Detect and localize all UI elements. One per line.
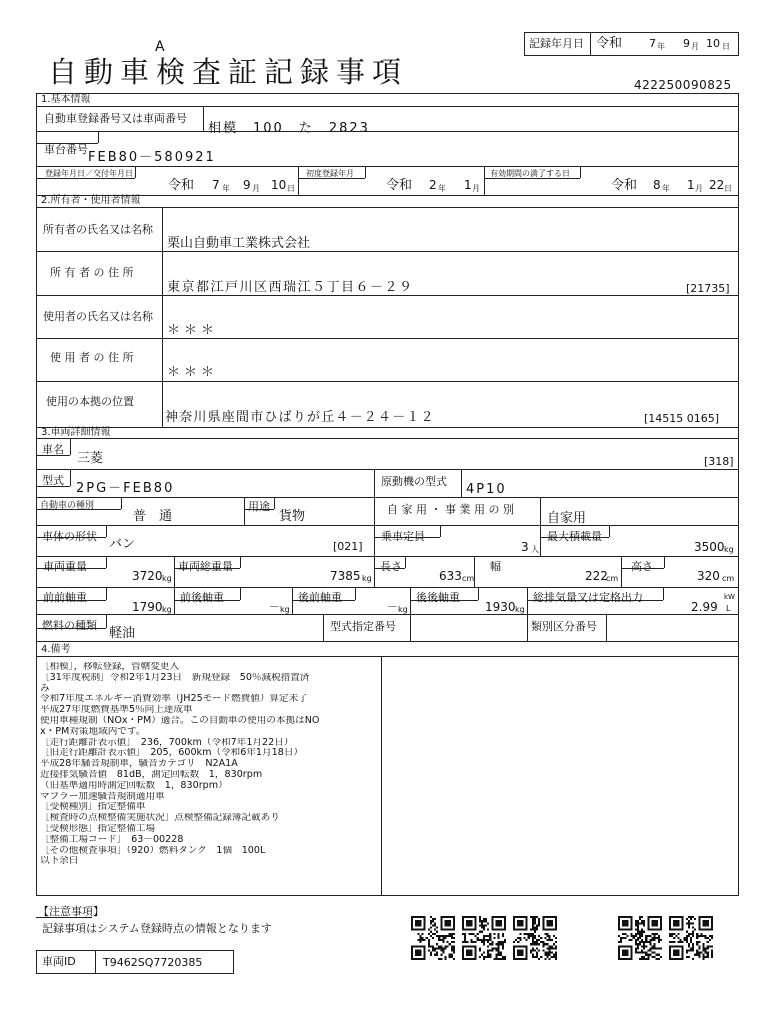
- max-load-value: 3500: [694, 540, 725, 554]
- qr-code-icon: [411, 916, 455, 960]
- owner-address-code: [21735]: [686, 282, 730, 295]
- vehicle-weight-label: 車両重量: [43, 560, 87, 573]
- body-shape-value: バン: [109, 537, 136, 552]
- remark-line: ［旧走行距離計表示値］ 205，600km（令和6年1月18日）: [40, 748, 304, 759]
- length-value: 633: [439, 569, 462, 583]
- remark-line: ［相模］，移転登録，管轄変更入: [40, 662, 180, 672]
- rear-rear-axle-label: 後後軸重: [416, 591, 460, 604]
- reg-number-value: 相模 100 た 2823: [208, 121, 370, 136]
- chassis-value: FEB80－580921: [88, 150, 216, 165]
- capacity-unit: 人: [531, 545, 539, 554]
- remark-line: ［整備工場コード］ 63－00228: [40, 834, 184, 845]
- qr-code-icon: [462, 916, 506, 960]
- section-vehicle-title: 3.車両詳細情報: [41, 427, 111, 438]
- remark-line: ［受検形態］指定整備工場: [40, 823, 156, 834]
- user-address-value: ＊＊＊: [167, 365, 219, 380]
- front-front-axle-unit: kg: [162, 605, 172, 614]
- front-front-axle-label: 前前軸重: [43, 591, 87, 604]
- displacement-label: 総排気量又は定格出力: [533, 591, 643, 604]
- width-value: 222: [585, 569, 608, 583]
- rear-front-axle-value: －: [387, 600, 398, 613]
- remark-line: ［受検種別］指定整備車: [40, 802, 146, 813]
- remark-line: 以下余白: [40, 856, 79, 867]
- length-label: 長さ: [380, 560, 402, 573]
- maker-label: 車名: [42, 443, 64, 456]
- reg-number-label: 自動車登録番号又は車両番号: [44, 112, 187, 125]
- owner-address-value: 東京都江戸川区西瑞江５丁目６－２９: [167, 280, 414, 295]
- user-address-label: 使 用 者 の 住 所: [50, 351, 134, 364]
- length-unit: cm: [462, 574, 475, 583]
- record-date-label: 記録年月日: [529, 37, 584, 50]
- displacement-unit-l: L: [726, 604, 731, 613]
- width-label: 幅: [490, 560, 501, 573]
- kind-label: 自動車の種別: [40, 501, 95, 511]
- rear-front-axle-unit: kg: [398, 605, 408, 614]
- remark-line: 令和7年度エネルギー消費効率（JH25モード燃費値）算定未了: [40, 694, 308, 705]
- rear-rear-axle-unit: kg: [515, 605, 525, 614]
- remark-line: ［走行距離計表示値］ 236，700km（令和7年1月22日）: [40, 737, 294, 748]
- capacity-label: 乗車定員: [381, 530, 425, 543]
- rear-front-axle-label: 後前軸重: [298, 591, 342, 604]
- remark-line: ［その他検査事項］（920）燃料タンク 1個 100L: [40, 845, 266, 856]
- remarks-list: [40, 662, 380, 867]
- remark-line: み: [40, 683, 50, 694]
- maker-value: 三菱: [77, 451, 104, 466]
- kind-value: 普 通: [133, 509, 173, 524]
- user-name-label: 使用者の氏名又は名称: [43, 310, 153, 323]
- body-shape-label: 車体の形状: [42, 530, 97, 543]
- qr-code-icon: [669, 916, 713, 960]
- engine-label: 原動機の型式: [381, 475, 447, 488]
- engine-value: 4P10: [466, 482, 507, 497]
- remark-line: 使用車種規制（NOx・PM）適合。この自動車の使用の本拠はNO: [40, 715, 320, 726]
- displacement-value: 2.99: [691, 600, 718, 614]
- private-use-value: 自家用: [547, 511, 587, 526]
- height-value: 320: [697, 569, 720, 583]
- remark-line: x・PM対策地域内です。: [40, 726, 146, 737]
- gross-weight-label: 車両総重量: [178, 560, 233, 573]
- front-rear-axle-label: 前後軸重: [180, 591, 224, 604]
- vehicle-weight-value: 3720: [132, 569, 163, 583]
- remark-line: （旧基準適用時測定回転数 1，830rpm）: [40, 780, 228, 791]
- fuel-type-label: 燃料の種類: [42, 619, 97, 632]
- capacity-value: 3: [521, 540, 529, 554]
- front-front-axle-value: 1790: [132, 600, 163, 614]
- displacement-unit-kw: kW: [724, 593, 735, 601]
- base-location-code: [14515 0165]: [644, 412, 720, 425]
- vehicle-id-label: 車両ID: [42, 955, 76, 968]
- gross-weight-value: 7385: [330, 569, 361, 583]
- base-location-value: 神奈川県座間市ひばりが丘４－２４－１２: [165, 410, 435, 425]
- section-basic-title: 1.基本情報: [41, 94, 91, 105]
- expiry-label: 有効期間の満了する日: [490, 169, 570, 178]
- notes-title: 【注意事項】: [38, 905, 104, 918]
- height-unit: cm: [722, 574, 735, 583]
- page-title: 自動車検査証記録事項: [48, 55, 409, 89]
- first-reg-label: 初度登録年月: [306, 169, 354, 178]
- remark-line: 平成27年度燃費基準5％向上達成車: [40, 705, 193, 716]
- max-load-label: 最大積載量: [547, 530, 602, 543]
- gross-weight-unit: kg: [362, 574, 372, 583]
- base-location-label: 使用の本拠の位置: [46, 395, 134, 408]
- category-number-label: 類別区分番号: [531, 620, 597, 633]
- user-name-value: ＊＊＊: [167, 323, 219, 338]
- qr-code-icon: [513, 916, 557, 960]
- section-remarks-title: 4.備考: [41, 644, 71, 655]
- model-value: 2PG－FEB80: [76, 481, 175, 496]
- form-mark: A: [155, 39, 165, 55]
- fuel-type-value: 軽油: [109, 626, 136, 641]
- height-label: 高さ: [631, 560, 653, 573]
- model-label: 型式: [42, 474, 64, 487]
- use-label: 用途: [248, 500, 270, 513]
- private-use-label: 自 家 用 ・ 事 業 用 の 別: [387, 503, 514, 516]
- owner-name-value: 栗山自動車工業株式会社: [167, 236, 311, 251]
- owner-address-label: 所 有 者 の 住 所: [50, 266, 134, 279]
- notes-text: 記録事項はシステム登録時点の情報となります: [42, 922, 272, 935]
- remark-line: マフラー加速騒音規制適用車: [40, 791, 165, 802]
- owner-name-label: 所有者の氏名又は名称: [43, 223, 153, 236]
- width-unit: cm: [606, 574, 619, 583]
- remark-line: 近接排気騒音値 81dB，測定回転数 1，830rpm: [40, 769, 263, 780]
- body-shape-code: [021]: [333, 540, 363, 553]
- use-value: 貨物: [279, 509, 306, 524]
- reg-date-label: 登録年月日／交付年月日: [45, 169, 133, 178]
- max-load-unit: kg: [724, 545, 734, 554]
- rear-rear-axle-value: 1930: [485, 600, 516, 614]
- maker-code: [318]: [704, 455, 734, 468]
- vehicle-id-value: T9462SQ7720385: [103, 956, 203, 969]
- type-designation-label: 型式指定番号: [330, 620, 396, 633]
- document-number: 422250090825: [634, 78, 732, 92]
- remark-line: ［31年度税制］令和2年1月23日 新規登録 50％減税措置済: [40, 672, 310, 683]
- section-owner-title: 2.所有者・使用者情報: [41, 195, 141, 206]
- qr-code-icon: [618, 916, 662, 960]
- front-rear-axle-value: －: [269, 600, 280, 613]
- chassis-label: 車台番号: [44, 143, 88, 156]
- remark-line: ［検査時の点検整備実施状況］点検整備記録簿記載あり: [40, 813, 280, 824]
- vehicle-weight-unit: kg: [162, 574, 172, 583]
- front-rear-axle-unit: kg: [280, 605, 290, 614]
- remark-line: 平成28年騒音規制車，騒音カテゴリ N2A1A: [40, 759, 238, 770]
